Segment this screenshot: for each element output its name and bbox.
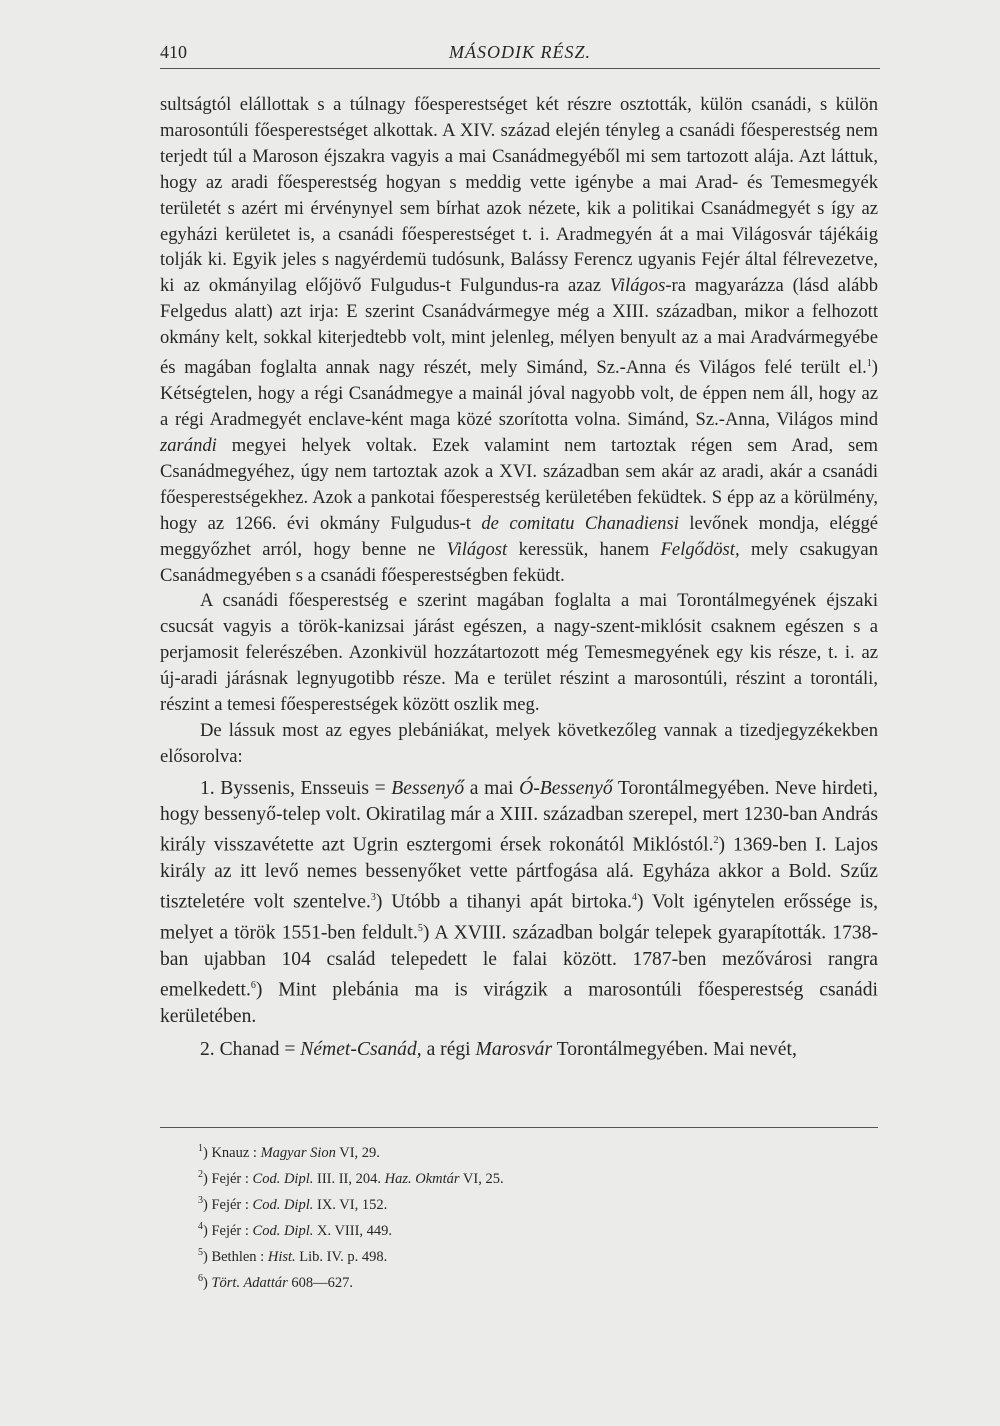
footnote-ref[interactable]: 4	[631, 892, 637, 904]
footnote-5: $^5$) Bethlen : Hist. Lib. IV. p. 498.	[198, 1247, 388, 1265]
footnote-ref[interactable]: 1	[866, 358, 872, 370]
page-number: 410	[160, 42, 187, 62]
paragraph-1: sultságtól elállottak s a túlnagy főesperestséget két részre osztották, külön csanádi, s külön marosontúli főesperestséget alkottak. A XIV. század elején tényleg a csanádi főesperestség nem terjedt túl a Maroson éjszakra vagyis a mai Csanádmegyéből mi sem tartozott alája. Azt láttuk, hogy az aradi főesperestség hogyan s meddig vette igénybe a mai Arad- és Temesmegyék területét s azért mi érvénynyel sem bírhat azok nézete, kik a politikai Csanádmegyét s így az egyházi kerületet is, a csanádi főesperestséget t. i. Aradmegyén át a mai Világosvár tájékáig tolják ki. Egyik jeles s nagyérdemü tudósunk, Balássy Ferencz ugyanis Fejér által félrevezetve, ki az okmányilag előjövő Fulgudus-t Fulgundus-ra azaz Világos-ra magyarázza (lásd alább Felgedus alatt) azt irja: E szerint Csanádvármegye még a XIII. században, mikor a felhozott okmány kelt, sokkal kiterjedtebb volt, mint jelenleg, mélyen benyult az a mai Aradvármegyébe és magában foglalta annak nagy részét, mely Simánd, Sz.-Anna és Világos felé terült el.$^1$) Kétségtelen, hogy a régi Csanádmegye a mainál jóval nagyobb volt, de éppen nem áll, hogy az a régi Aradmegyét enclave-ként maga közé szorította volna. Simánd, Sz.-Anna, Világos mind zarándi megyei helyek voltak. Ezek valamint nem tartoztak régen sem Arad, sem Csanádmegyéhez, úgy nem tartoztak azok a XVI. században sem akár az aradi, akár a csanádi főesperestségekhez. Azok a pankotai főesperestség kerületében feküdtek. S épp az a körülmény, hogy az 1266. évi okmány Fulgudus-t de comitatu Chanadiensi levőnek mondja, eléggé meggyőzhet arról, hogy benne ne Világost keressük, hanem Felgődöst, mely csakugyan Csanádmegyében s a csanádi főesperestségben feküdt.	[160, 94, 879, 586]
paragraph-2: A csanádi főesperestség e szerint magában foglalta a mai Torontálmegyének éjszaki csucsát vagyis a török-kanizsai járást egészen, a nagy-szent-miklósit csaknem egészen s a perjamosit felerészében. Azonkivül hozzátartozott még Temesmegyének egy kis része, t. i. az új-aradi járásnak legnyugotibb része. Ma e terület részint a marosontúli, részint a torontáli, részint a temesi főesperestségek között oszlik meg.	[160, 590, 878, 716]
body-text	[160, 92, 878, 1063]
footnote-3: $^3$) Fejér : Cod. Dipl. IX. VI, 152.	[198, 1195, 388, 1213]
page-header	[160, 38, 880, 69]
footnote-ref[interactable]: 3	[370, 892, 376, 904]
running-title: MÁSODIK RÉSZ.	[449, 42, 591, 62]
footnotes	[198, 1138, 818, 1294]
footnote-6: $^6$) Tört. Adattár 608—627.	[198, 1273, 353, 1291]
entry-2-chanad: 2. Chanad = Német-Csanád, a régi Marosvár Torontálmegyében. Mai nevét,	[200, 1038, 797, 1060]
footnote-ref[interactable]: 5	[417, 923, 423, 935]
entry-1-bessenyo: 1. Byssenis, Ensseuis = Bessenyő a mai Ó-Bessenyő Torontálmegyében. Neve hirdeti, hogy bessenyő-telep volt. Okiratilag már a XIII. században szerepel, mert 1230-ban András király visszavétette azt Ugrin esztergomi érsek rokonától Miklóstól.$^2$) 1369-ben I. Lajos király az itt levő nemes bessenyőket vette pártfogása alá. Egyháza akkor a Bold. Szűz tiszteletére volt szentelve.$^3$) Utóbb a tihanyi apát birtoka.$^4$) Volt igénytelen erőssége is, melyet a török 1551-ben feldult.$^5$) A XVIII. században bolgár telepek gyarapították. 1738-ban ujabban 104 család telepedett le falai között. 1787-ben mezővárosi rangra emelkedett.$^6$) Mint plebánia ma is virágzik a marosontúli főesperestség csanádi kerületében.	[160, 777, 879, 1028]
paragraph-3: De lássuk most az egyes plebániákat, melyek következőleg vannak a tizedjegyzékekben elősorolva:	[160, 719, 878, 767]
footnote-ref[interactable]: 2	[713, 835, 719, 847]
footnote-ref[interactable]: 6	[250, 980, 256, 992]
footnote-divider	[160, 1127, 878, 1128]
footnote-1: $^1$) Knauz : Magyar Sion VI, 29.	[198, 1143, 380, 1161]
footnote-4: $^4$) Fejér : Cod. Dipl. X. VIII, 449.	[198, 1221, 393, 1239]
footnote-2: $^2$) Fejér : Cod. Dipl. III. II, 204. Haz. Okmtár VI, 25.	[198, 1169, 504, 1187]
